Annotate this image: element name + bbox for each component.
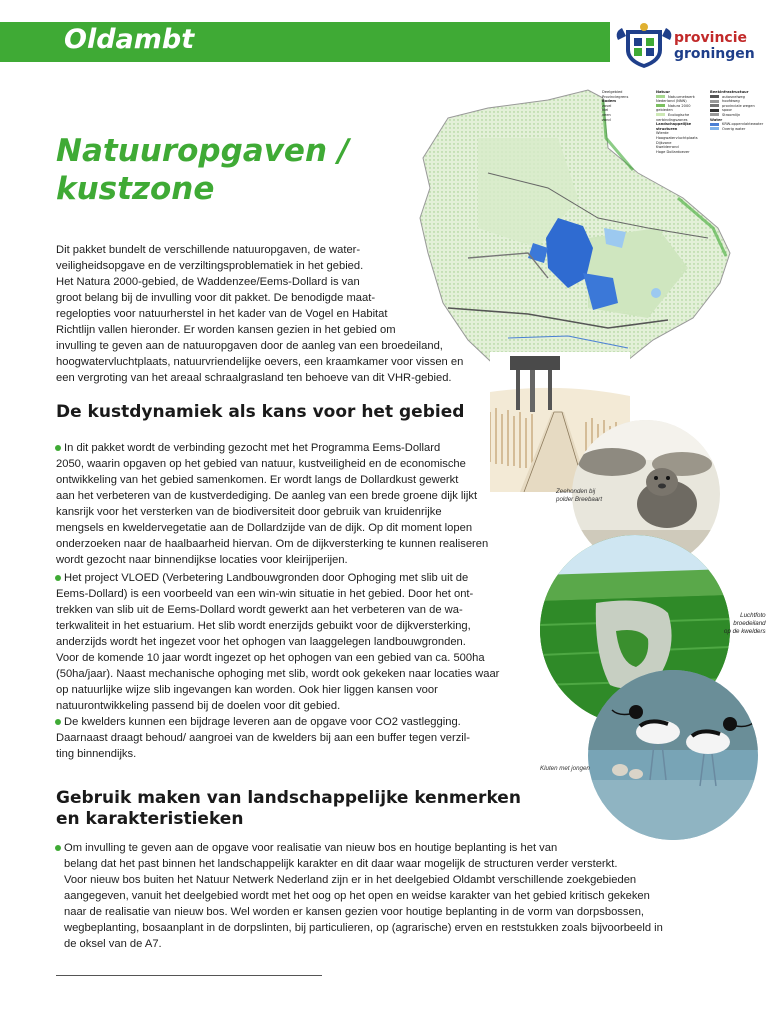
paragraph-line: 2050, waarin opgaven op het gebied van natuur, kustveiligheid en de economische: [56, 458, 466, 470]
bullet-dot: [55, 575, 61, 581]
section1-paragraph-3: [56, 714, 470, 762]
coat-of-arms-icon: [614, 22, 674, 70]
legend-item: Provinciegrens: [602, 94, 629, 99]
caption-kiekkaaste: De Kiekkaaste: [680, 365, 720, 372]
legend-item: Hoge Dollardoever: [656, 149, 690, 154]
intro-line: hoogwatervluchtplaats, natuurvriendelijke oevers, een kraamkamer voor vissen en: [56, 356, 464, 368]
bullet-dot: [55, 719, 61, 725]
paragraph-line: ting binnendijks.: [56, 748, 137, 760]
section1-paragraph-2: [56, 570, 499, 714]
legend-item: klei: [602, 108, 609, 113]
paragraph-line: Eems-Dollard) is een voorbeeld van een win-win situatie in het gebied. Door het ont-: [56, 588, 474, 600]
legend-item: Kwelderrand: [656, 145, 679, 150]
map-legend-col3: [710, 90, 766, 131]
paragraph-line: Voor de komende 10 jaar wordt ingezet op het ophogen van een gebied van ca. 500ha: [56, 652, 485, 664]
paragraph-line: Daarnaast draagt behoud/ aangroei van de kwelders bij aan een buffer tegen verzil-: [56, 732, 471, 744]
photo-kluten: [588, 670, 758, 840]
legend-item: hoofdweg: [710, 99, 766, 104]
caption-line: Zeehonden bij: [556, 488, 596, 495]
paragraph-line: aan het verbeteren van de kustverdediging. De aanleg van een brede groene dijk lijkt: [56, 490, 478, 502]
paragraph-line: natuurontwikkeling passend bij de doelen voor dit gebied.: [56, 700, 341, 712]
paragraph-line: Het project VLOED (Verbetering Landbouwgronden door Ophoging met slib uit de: [64, 572, 469, 584]
provincie-groningen-logo: [614, 22, 764, 70]
main-title: [56, 132, 349, 208]
section-heading-kustdynamiek: De kustdynamiek als kans voor het gebied: [56, 402, 465, 422]
paragraph-line: ontwikkeling van het gebied samenkomen. Er wordt langs de Dollardkust gewerkt: [56, 474, 459, 486]
legend-item: Deelgebied: [602, 90, 623, 94]
legend-item: Ecologische verbindingszones: [656, 112, 690, 122]
paragraph-line: aangegeven, vanuit het deelgebied wordt met het oog op het open en weidse karakter van het gebied kritisch gekeken: [64, 890, 650, 902]
legend-title: Water: [710, 117, 723, 122]
intro-line: Richtlijn vallen hieronder. Er worden kansen gezien in het gebied om: [56, 324, 396, 336]
bullet-dot: [55, 445, 61, 451]
caption-line: Luchtfoto: [740, 612, 766, 619]
paragraph-line: trekken van slib uit de Eems-Dollard wordt gewerkt aan het verbeteren van de wa-: [56, 604, 463, 616]
legend-title: Bodem: [602, 99, 616, 104]
paragraph-line: anderzijds wordt het ingezet voor het ophogen van laaggelegen landbouwgronden.: [56, 636, 466, 648]
caption-line: op de kwelders: [724, 628, 766, 635]
main-title-line: Natuuropgaven /: [56, 133, 350, 169]
caption-zeehonden: [556, 488, 602, 504]
legend-title: Beekinfrastructuur: [710, 90, 749, 94]
legend-item: Wierde: [656, 131, 669, 136]
logo-text-groningen: groningen: [674, 46, 755, 62]
legend-item: KRW-oppervlaktewater: [710, 122, 766, 127]
section1-paragraph-1: [56, 440, 488, 568]
legend-item: autosnelweg: [710, 95, 766, 100]
legend-item: zavel: [602, 103, 612, 108]
intro-line: Dit pakket bundelt de verschillende natuuropgaven, de water-: [56, 244, 361, 256]
legend-item: Stroomlijn: [710, 113, 766, 118]
paragraph-line: wordt gezocht naar binnendijkse locaties voor kleirijperijen.: [56, 554, 348, 566]
heading-line: Gebruik maken van landschappelijke kenmerken: [56, 788, 521, 808]
bullet-dot: [55, 845, 61, 851]
legend-item: zand: [602, 117, 611, 122]
paragraph-line: In dit pakket wordt de verbinding gezocht met het Programma Eems-Dollard: [64, 442, 441, 454]
map-legend-col2: [656, 90, 706, 154]
paragraph-line: kansrijk voor het versterken van de biodiversiteit door gebruik van kruidenrijke: [56, 506, 442, 518]
legend-title: Natuur: [656, 90, 671, 94]
page-area-title: Oldambt: [64, 24, 195, 55]
caption-luchtfoto: [724, 612, 766, 636]
intro-line: een vergroting van het areaal schraalgrasland ten behoeve van dit VHR-gebied.: [56, 372, 452, 384]
intro-line: groot belang bij de invulling voor dit pakket. De benodigde maat-: [56, 292, 376, 304]
map-legend-col1: [602, 90, 650, 122]
paragraph-line: De kwelders kunnen een bijdrage leveren aan de opgave voor CO2 vastlegging.: [64, 716, 461, 728]
paragraph-line: naar de realisatie van nieuw bos. Wel worden er kansen gezien voor houtige beplanting in de vorm van dorpsbossen,: [64, 906, 645, 918]
legend-item: Dijkzone: [656, 140, 672, 145]
page-header: [0, 0, 770, 72]
paragraph-line: Om invulling te geven aan de opgave voor realisatie van nieuw bos en houtige beplanting is het van: [64, 842, 558, 854]
legend-item: Overig water: [710, 127, 766, 132]
legend-item: veen: [602, 112, 611, 117]
paragraph-line: onderzoeken naar de haalbaarheid hiervan. Om de dijkversterking te kunnen realiseren: [56, 538, 489, 550]
caption-line: broedeiland: [733, 620, 766, 627]
paragraph-line: wegbeplanting, bosaanplant in de dorpslinten, bij particulieren, op (agrarische) erven en reststukken zoals bijvoorbeeld in: [64, 922, 663, 934]
paragraph-line: mengsels en kweldervegetatie aan de Dollardzijde van de dijk. Op dit moment lopen: [56, 522, 473, 534]
legend-item: provinciale wegen: [710, 104, 766, 109]
intro-line: veiligheidsopgave en de verziltingsproblematiek in het gebied.: [56, 260, 364, 272]
paragraph-line: op natuurlijke wijze slib ingevangen kan worden. Ook hier liggen kansen voor: [56, 684, 438, 696]
legend-item: Hoogwatervluchtplaats: [656, 135, 698, 140]
paragraph-line: terkwaliteit in het estuarium. Het slib wordt enerzijds gebuikt voor de dijkversterking,: [56, 620, 471, 632]
legend-item: Natura 2000 gebieden: [656, 103, 691, 113]
legend-title: Landschappelijke structuren: [656, 122, 692, 131]
heading-line: en karakteristieken: [56, 809, 244, 829]
section-heading-landschap: [56, 788, 521, 830]
caption-line: polder Breebaart: [556, 496, 603, 503]
paragraph-line: de oksel van de A7.: [64, 938, 162, 950]
paragraph-line: (50ha/jaar). Naast mechanische ophoging met slib, wordt ook gekeken naar locaties waar: [56, 668, 500, 680]
main-title-line: kustzone: [56, 171, 215, 207]
legend-item: Natuurnetwerk Nederland (NNN): [656, 94, 695, 104]
paragraph-line: belang dat het past binnen het landschappelijk karakter en dit daar waar mogelijk de structuren verder versterkt.: [64, 858, 618, 870]
intro-line: invulling te geven aan de natuuropgaven door de aanleg van een broedeiland,: [56, 340, 443, 352]
section2-paragraph: [56, 840, 663, 952]
intro-paragraph: [56, 242, 463, 386]
caption-kluten: Kluten met jongen: [540, 765, 590, 772]
footer-divider: [56, 975, 322, 976]
legend-item: spoor: [710, 108, 766, 113]
intro-line: regelopties voor natuurherstel in het kader van de Vogel en Habitat: [56, 308, 388, 320]
paragraph-line: Voor nieuw bos buiten het Natuur Netwerk Nederland zijn er in het deelgebied Oldambt verschillende zoekgebieden: [64, 874, 637, 886]
intro-line: Het Natura 2000-gebied, de Waddenzee/Eems-Dollard is van: [56, 276, 360, 288]
logo-text-provincie: provincie: [674, 30, 748, 46]
